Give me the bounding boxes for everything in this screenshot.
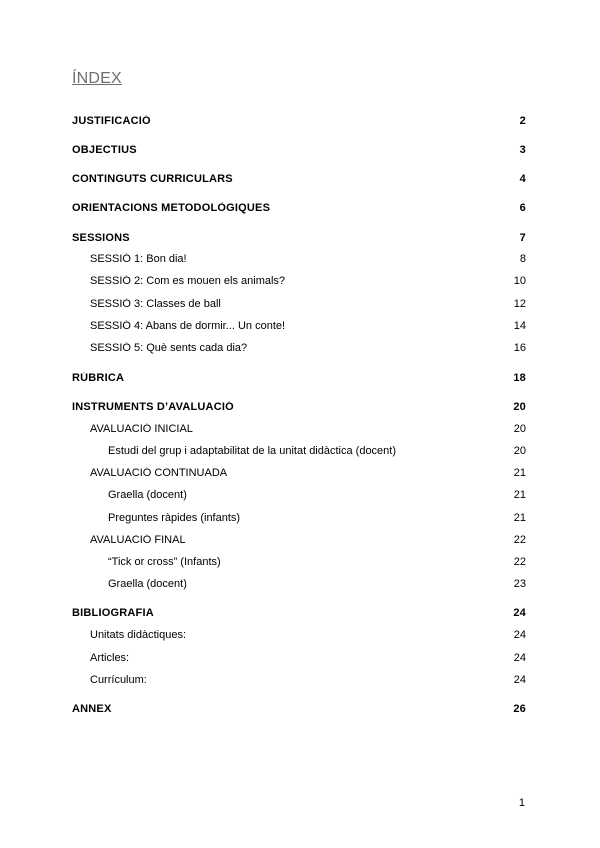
page-title: ÍNDEX [72,70,122,87]
toc-entry-sessio-4[interactable] [90,320,526,332]
toc-entry-page: 21 [513,489,526,501]
toc-entry-justificacio[interactable] [72,115,526,127]
toc-entry-page: 24 [513,607,526,619]
toc-entry-label: “Tick or cross” (Infants) [108,556,221,568]
toc-entry-estudi-del-grup[interactable] [108,445,526,457]
toc-entry-page: 24 [513,674,526,686]
toc-entry-label: Currículum: [90,674,147,686]
toc-entry-continguts-curriculars[interactable] [72,173,526,185]
toc-entry-label: CONTINGUTS CURRICULARS [72,173,233,185]
toc-entry-label: ORIENTACIONS METODOLÒGIQUES [72,202,271,214]
toc-entry-page: 7 [519,232,526,244]
toc-entry-page: 4 [519,173,526,185]
toc-entry-rubrica[interactable] [72,372,526,384]
toc-entry-label: RÚBRICA [72,372,125,384]
toc-entry-label: SESSIÓ 1: Bon dia! [90,253,187,265]
toc-entry-label: ANNEX [72,703,112,715]
toc-entry-label: BIBLIOGRAFIA [72,607,154,619]
toc-entry-page: 14 [513,320,526,332]
toc-entry-page: 21 [513,467,526,479]
toc-entry-sessio-1[interactable] [90,253,526,265]
toc-entry-preguntes-rapides[interactable] [108,512,526,524]
toc-entry-orientacions-metodologiques[interactable] [72,202,526,214]
toc-entry-label: SESSIONS [72,232,130,244]
toc-entry-page: 26 [513,703,526,715]
toc-entry-page: 20 [513,445,526,457]
toc-entry-label: JUSTIFICACIÓ [72,115,151,127]
toc-entry-page: 21 [513,512,526,524]
footer-page-number: 1 [518,797,525,809]
toc-entry-objectius[interactable] [72,144,526,156]
toc-entry-annex[interactable] [72,703,526,715]
toc-entry-sessio-3[interactable] [90,298,526,310]
toc-entry-label: Unitats didàctiques: [90,629,186,641]
toc-entry-page: 20 [513,401,526,413]
toc-entry-label: SESSIÓ 4: Abans de dormir... Un conte! [90,320,286,332]
toc-entry-tick-or-cross[interactable] [108,556,526,568]
toc-entry-curriculum[interactable] [90,674,526,686]
toc-entry-graella-docent-1[interactable] [108,489,526,501]
toc-entry-graella-docent-2[interactable] [108,578,526,590]
toc-entry-page: 23 [513,578,526,590]
toc-entry-page: 3 [519,144,526,156]
toc-entry-unitats-didactiques[interactable] [90,629,526,641]
toc-entry-label: Articles: [90,652,130,664]
toc-entry-page: 18 [513,372,526,384]
toc-entry-page: 24 [513,652,526,664]
toc-entry-instruments-avaluacio[interactable] [72,401,526,413]
toc-entry-bibliografia[interactable] [72,607,526,619]
toc-entry-label: AVALUACIÓ FINAL [90,534,186,546]
toc-entry-label: AVALUACIÓ INICIAL [90,423,193,435]
toc-entry-page: 12 [513,298,526,310]
toc-entry-sessio-2[interactable] [90,275,526,287]
toc-entry-avaluacio-inicial[interactable] [90,423,526,435]
toc-entry-label: Estudi del grup i adaptabilitat de la unitat didàctica (docent) [108,445,397,457]
toc-entry-label: INSTRUMENTS D’AVALUACIÓ [72,401,234,413]
toc-entry-avaluacio-continuada[interactable] [90,467,526,479]
toc-entry-page: 24 [513,629,526,641]
toc-entry-page: 2 [519,115,526,127]
toc-entry-sessions[interactable] [72,232,526,244]
toc-entry-label: Graella (docent) [108,489,187,501]
toc-entry-page: 6 [519,202,526,214]
toc-entry-label: SESSIÓ 2: Com es mouen els animals? [90,275,286,287]
toc-entry-label: Preguntes ràpides (infants) [108,512,241,524]
toc-entry-page: 10 [513,275,526,287]
toc-entry-page: 8 [519,253,526,265]
toc-entry-sessio-5[interactable] [90,342,526,354]
toc-entry-label: Graella (docent) [108,578,187,590]
toc-entry-label: SESSIÓ 3: Classes de ball [90,298,221,310]
toc-entry-articles[interactable] [90,652,526,664]
toc-entry-page: 22 [513,556,526,568]
toc-entry-page: 16 [513,342,526,354]
toc-entry-page: 22 [513,534,526,546]
toc-entry-label: SESSIÓ 5: Què sents cada dia? [90,342,248,354]
toc-entry-label: AVALUACIÓ CONTINUADA [90,467,228,479]
toc-entry-avaluacio-final[interactable] [90,534,526,546]
toc-entry-page: 20 [513,423,526,435]
toc-entry-label: OBJECTIUS [72,144,137,156]
